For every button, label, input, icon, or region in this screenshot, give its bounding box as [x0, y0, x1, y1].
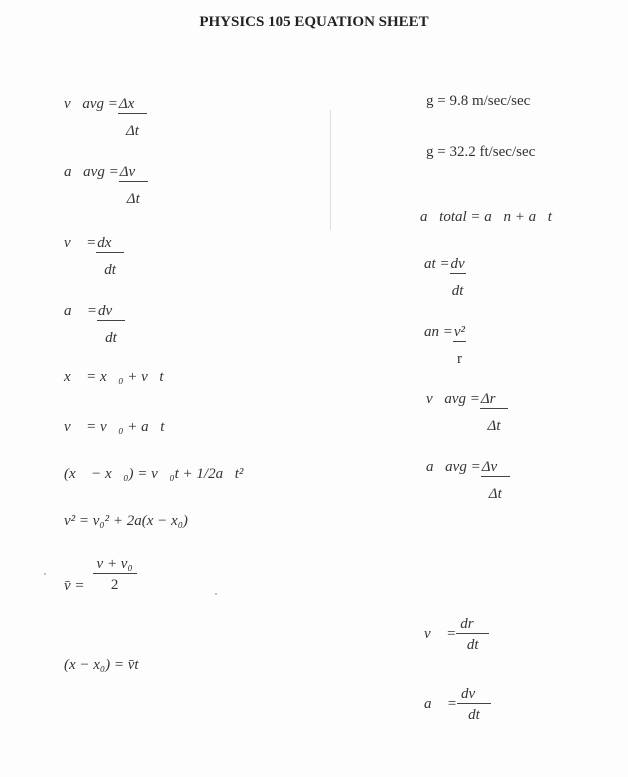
- numerator: dx⃗: [97, 235, 124, 251]
- equation-lhs: v⃗avg =: [64, 96, 118, 112]
- equation-position: x⃗ = x⃗₀ + v⃗t: [64, 369, 164, 385]
- numerator: Δv⃗: [119, 164, 147, 180]
- numerator: v + v₀: [93, 555, 137, 574]
- denominator: Δt: [488, 486, 502, 502]
- fraction: [450, 255, 466, 300]
- equation-lhs: at =: [424, 256, 450, 272]
- equation-lhs: v̄ =: [64, 578, 85, 594]
- equation-avg-velocity-r: [426, 390, 508, 435]
- equation-lhs: v⃗ =: [64, 235, 97, 251]
- scan-speck: [215, 593, 217, 595]
- denominator: 2: [110, 577, 119, 593]
- numerator: dv⃗: [457, 685, 491, 704]
- equation-lhs: a⃗ =: [64, 303, 98, 319]
- equation-avg-acceleration: [64, 163, 148, 208]
- gravity-metric: g = 9.8 m/sec/sec: [426, 93, 531, 109]
- equation-velocity-derivative: [64, 234, 124, 279]
- fraction: [456, 615, 489, 654]
- denominator: Δt: [125, 123, 139, 139]
- fraction: [93, 555, 137, 594]
- equation-mean-velocity: [64, 555, 137, 595]
- equation-displacement: (x⃗ − x⃗₀) = v⃗₀t + 1/2a⃗t²: [64, 466, 244, 482]
- equation-displacement-mean: (x − x₀) = v̄t: [64, 657, 139, 673]
- denominator: Δt: [487, 418, 501, 434]
- denominator: dt: [105, 330, 117, 346]
- fraction: [96, 234, 124, 279]
- equation-lhs: a⃗avg =: [426, 459, 481, 475]
- numerator: dv: [450, 256, 465, 272]
- denominator: r: [456, 351, 462, 367]
- numerator: dr⃗: [456, 615, 489, 634]
- equation-lhs: v⃗ =: [424, 626, 457, 642]
- denominator: dt: [468, 707, 480, 723]
- scan-speck: [44, 573, 46, 575]
- equation-velocity-r-derivative: [424, 615, 489, 654]
- equation-normal-acceleration: [424, 323, 466, 368]
- numerator: Δr⃗: [480, 391, 508, 407]
- fraction: [97, 302, 125, 347]
- equation-velocity-squared: v² = v₀² + 2a(x − x₀): [64, 513, 188, 529]
- equation-lhs: a⃗avg =: [64, 164, 119, 180]
- equation-velocity: v⃗ = v⃗₀ + a⃗t: [64, 419, 165, 435]
- equation-acceleration-derivative: [64, 302, 125, 347]
- denominator: dt: [451, 283, 464, 299]
- equation-lhs: a⃗ =: [424, 696, 458, 712]
- denominator: dt: [104, 262, 116, 278]
- page-title: PHYSICS 105 EQUATION SHEET: [199, 14, 429, 30]
- fraction: [481, 458, 510, 503]
- equation-lhs: v⃗avg =: [426, 391, 480, 407]
- gravity-imperial: g = 32.2 ft/sec/sec: [426, 144, 536, 160]
- equation-lhs: an =: [424, 324, 453, 340]
- equation-avg-velocity: [64, 95, 147, 140]
- column-divider: [330, 110, 331, 230]
- denominator: dt: [466, 637, 479, 653]
- numerator: Δv⃗: [481, 459, 509, 475]
- fraction: [119, 163, 148, 208]
- fraction: [118, 95, 147, 140]
- numerator: dv⃗: [98, 303, 124, 319]
- fraction: [480, 390, 508, 435]
- equation-tangential-acceleration: [424, 255, 466, 300]
- equation-avg-acceleration-right: [426, 458, 510, 503]
- denominator: Δt: [126, 191, 140, 207]
- equation-total-acceleration: a⃗total = a⃗n + a⃗t: [420, 209, 552, 225]
- numerator: v²: [453, 324, 466, 340]
- numerator: Δx⃗: [118, 96, 146, 112]
- equation-acceleration-v-derivative: [424, 685, 491, 724]
- fraction: [457, 685, 491, 724]
- fraction: [453, 323, 466, 368]
